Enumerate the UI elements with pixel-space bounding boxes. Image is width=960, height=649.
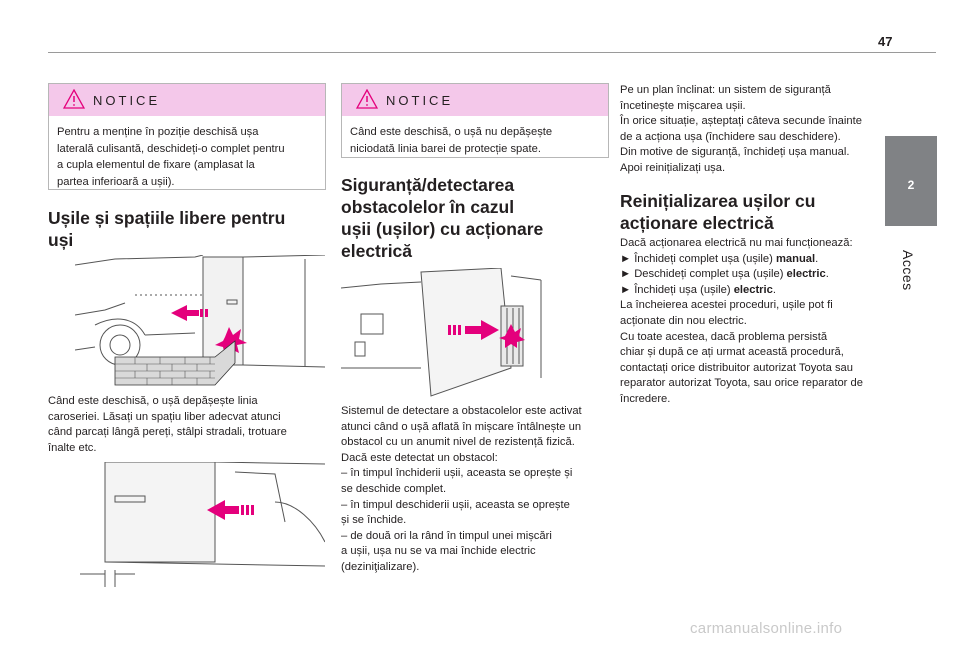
text-line: (deziniţializare). (341, 560, 420, 573)
chapter-tab[interactable] (885, 136, 937, 226)
text-line: Când este deschisă, o ușă depășește linia (48, 395, 258, 407)
text-line: Cu toate acestea, dacă problema persistă (620, 330, 828, 343)
warning-icon (63, 89, 85, 109)
paragraph-door-clearance (48, 394, 333, 456)
text-line: acționate din nou electric. (620, 314, 747, 327)
text-line: și se închide. (341, 514, 407, 527)
step-item: ► Deschideți complet ușa (ușile) electric. (620, 268, 829, 281)
text-line: înalte etc. (48, 441, 97, 454)
notice-title: NOTICE (386, 93, 454, 108)
arrow-left-icon (171, 305, 199, 321)
step-end: . (815, 252, 819, 265)
notice-line: niciodată linia barei de protecție spate. (350, 142, 541, 155)
paragraph-door-reinitialization (620, 236, 882, 408)
notice-header (342, 84, 608, 116)
notice-line: laterală culisantă, deschideți-o complet pentru (57, 142, 285, 155)
page-number: 47 (878, 34, 893, 49)
text-line: caroseriei. Lăsați un spațiu liber adecvat atunci (48, 410, 281, 423)
text-line: La încheierea acestei proceduri, ușile pot fi (620, 299, 833, 312)
heading-line: electrică (341, 241, 413, 261)
text-line: Apoi reinițializați ușa. (620, 161, 726, 174)
heading-line: Reinițializarea ușilor cu (620, 191, 816, 211)
heading-line: uși (48, 230, 74, 250)
paragraph-incline-safety (620, 83, 880, 177)
heading-line: Ușile și spațiile libere pentru (48, 208, 286, 228)
warning-icon (356, 89, 378, 109)
chapter-label: Acces (900, 250, 916, 291)
text-line: când parcați lângă pereți, stâlpi stradali, trotuare (48, 426, 287, 439)
watermark: carmanualsonline.info (690, 620, 843, 637)
heading-line: ușii (ușilor) cu acționare (341, 219, 544, 239)
text-line: În orice situație, așteptați câteva secunde înainte (620, 115, 862, 128)
step-end: . (825, 268, 829, 281)
heading-line: obstacolelor în cazul (341, 197, 515, 217)
text-line: – în timpul deschiderii ușii, aceasta se oprește (341, 498, 570, 511)
notice-line: partea inferioară a ușii). (57, 175, 175, 188)
step-text: Închideți ușa (ușile) (634, 283, 734, 296)
step-text: Închideți complet ușa (ușile) (634, 252, 776, 265)
step-item: ► Închideți ușa (ușile) electric. (620, 283, 776, 296)
text-line: Dacă este detectat un obstacol: (341, 451, 498, 464)
text-line: încetinește mișcarea ușii. (620, 99, 746, 112)
text-line: Sistemul de detectare a obstacolelor este activat (341, 405, 582, 417)
illustration-door-clearance-wall (75, 255, 325, 387)
notice-line: a cupla elementul de fixare (amplasat la (57, 159, 255, 171)
step-emphasis: electric (786, 268, 826, 281)
text-line: chiar și după ce ați urmat această procedură, (620, 346, 844, 359)
step-emphasis: manual (775, 252, 816, 265)
text-line: a ușii, ușa nu se va mai închide electric (341, 545, 536, 558)
text-line: Pe un plan înclinat: un sistem de siguranță (620, 84, 831, 96)
text-line: – în timpul închiderii ușii, aceasta se oprește și (341, 467, 573, 480)
text-line: contactați orice distribuitor autorizat Toyota sau (620, 361, 853, 374)
illustration-door-gap (75, 462, 325, 592)
section-heading-obstacle-detection (341, 174, 609, 262)
notice-body (342, 116, 608, 163)
paragraph-obstacle-detection (341, 404, 611, 576)
text-line: Dacă acționarea electrică nu mai funcționează: (620, 237, 853, 249)
notice-box-left (48, 83, 326, 190)
heading-line: acționare electrică (620, 213, 774, 233)
notice-header (49, 84, 325, 116)
chapter-tab-number: 2 (907, 178, 915, 192)
top-rule (48, 52, 936, 53)
text-line: se deschide complet. (341, 482, 447, 495)
notice-title: NOTICE (93, 93, 161, 108)
step-item: ► Închideți complet ușa (ușile) manual. (620, 252, 819, 265)
notice-line: Pentru a menține în poziție deschisă ușa (57, 126, 259, 138)
heading-line: Siguranță/detectarea (341, 175, 515, 195)
text-line: atunci când o ușă aflată în mișcare întâlnește un (341, 420, 582, 433)
text-line: reparator autorizat Toyota, sau orice reparator de (620, 377, 863, 390)
text-line: de a acționa ușa (închidere sau deschidere). (620, 130, 841, 143)
text-line: Din motive de siguranță, închideți ușa manual. (620, 146, 850, 159)
text-line: obstacol cu un anumit nivel de rezistență fizică. (341, 436, 575, 449)
section-heading-door-clearance (48, 207, 333, 251)
step-emphasis: electric (733, 283, 773, 296)
notice-line: Când este deschisă, o ușă nu depășește (350, 126, 553, 138)
notice-box-middle (341, 83, 609, 158)
step-text: Deschideți complet ușa (ușile) (634, 268, 787, 281)
illustration-obstacle-detection (341, 268, 601, 400)
section-heading-door-reinitialization (620, 190, 882, 234)
step-end: . (772, 283, 776, 296)
text-line: – de două ori la rând în timpul unei mișcări (341, 529, 552, 542)
text-line: încredere. (620, 392, 671, 405)
notice-body (49, 116, 325, 196)
